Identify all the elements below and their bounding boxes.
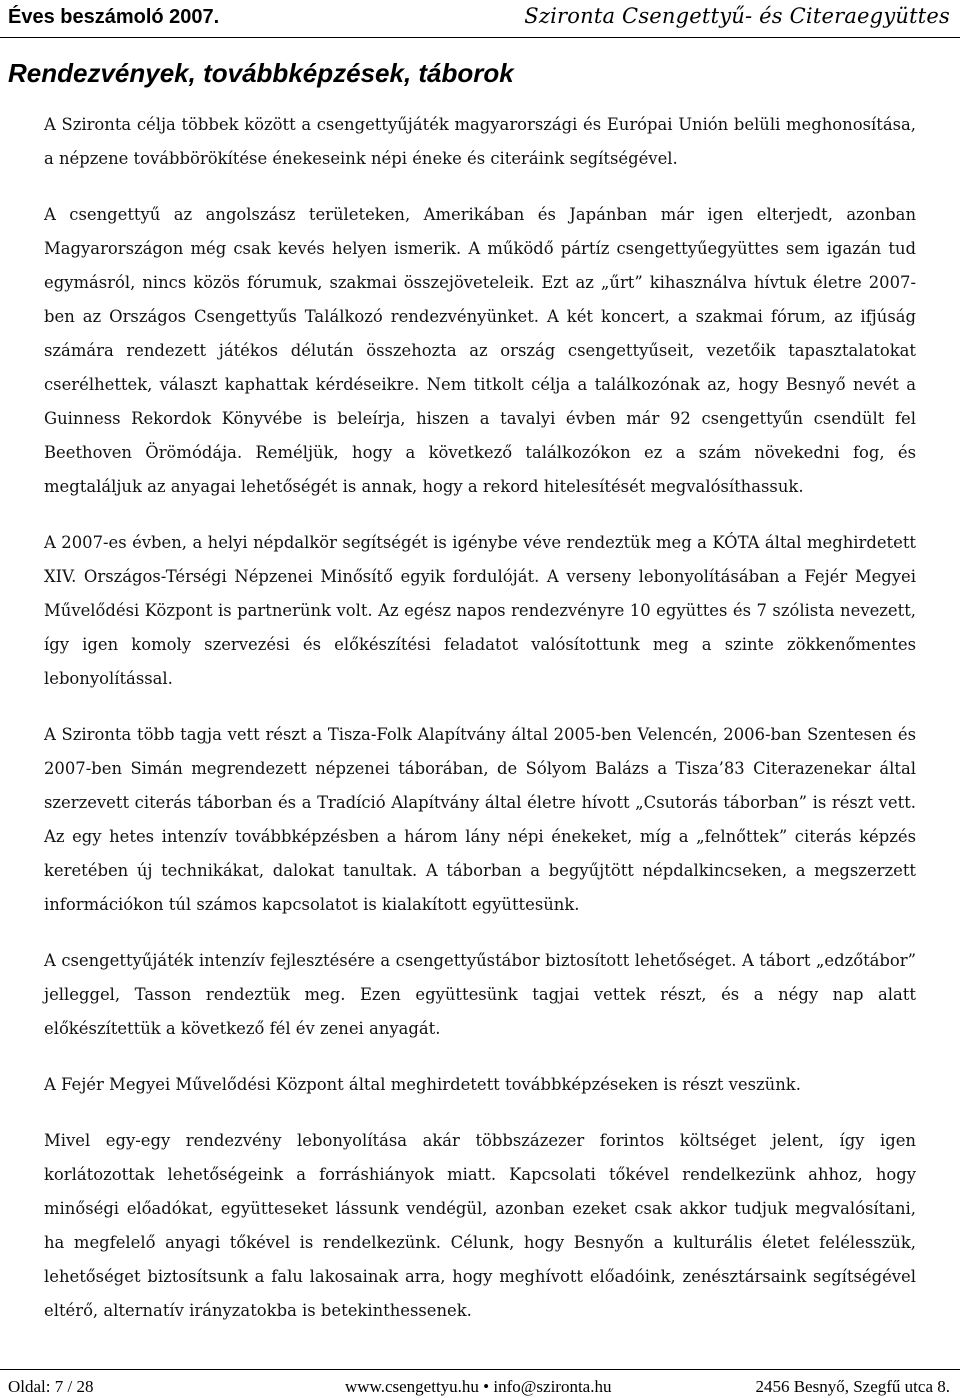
paragraph: A csengettyűjáték intenzív fejlesztésére a csengettyűstábor biztosított lehetőséget. A tábort „edzőtábor” jelleggel, Tasson rendeztük meg. Ezen együttesünk tagjai vettek részt, és a négy nap alatt előkészítettük a következő fél év zenei anyagát.	[44, 951, 916, 1038]
postal-address: 2456 Besnyő, Szegfű utca 8.	[755, 1377, 950, 1396]
paragraph: A Szironta több tagja vett részt a Tisza-Folk Alapítvány által 2005-ben Velencén, 2006-ban Szentesen és 2007-ben Simán megrendezett népzenei táborában, de Sólyom Balázs a Tisza’83 Citerazenekar által szerzevett citerás táborban és a Tradíció Alapítvány által életre hívott „Csutorás táborban” is részt vett. Az egy hetes intenzív továbbképzésben a három lány népi énekeket, míg a „felnőttek” citerás képzés keretében új technikákat, dalokat tanultak. A táborban a begyűjtött népdalkincseken, a megszerzett információkon túl számos kapcsolatot is kialakított együttesünk.	[44, 725, 916, 914]
ensemble-name: Szironta Csengettyű- és Citeraegyüttes	[524, 4, 950, 28]
page-header	[0, 0, 960, 40]
header-divider	[0, 37, 960, 38]
paragraph: Mivel egy-egy rendezvény lebonyolítása akár többszázezer forintos költséget jelent, így igen korlátozottak lehetőségeink a forráshiányok miatt. Kapcsolati tőkével rendelkezünk ahhoz, hogy minőségi előadókat, együtteseket lássunk vendégül, azonban ezeket csak akkor tudjuk megvalósítani, ha megfelelő anyagi tőkével is rendelkezünk. Célunk, hogy Besnyőn a kulturális életet felélesszük, lehetőséget biztosítsunk a falu lakosainak arra, hogy meghívott előadóink, zenésztársaink segítségével eltérő, alternatív irányzatokba is betekinthessenek.	[44, 1131, 916, 1320]
paragraph: A Szironta célja többek között a csengettyűjáték magyarországi és Európai Unión belüli meghonosítása, a népzene továbbörökítése énekeseink népi éneke és citeráink segítségével.	[44, 115, 916, 168]
section-title: Rendezvények, továbbképzések, táborok	[8, 58, 514, 88]
footer-divider	[0, 1369, 960, 1370]
contact-info: www.csengettyu.hu • info@szironta.hu	[345, 1377, 612, 1396]
paragraph: A csengettyű az angolszász területeken, Amerikában és Japánban már igen elterjedt, azonban Magyarországon még csak kevés helyen ismerik. A működő pártíz csengettyűegyüttes sem igazán tud egymásról, nincs közös fórumuk, szakmai összejöveteleik. Ezt az „űrt” kihasználva hívtuk életre 2007-ben az Országos Csengettyűs Találkozó rendezvényünket. A két koncert, a szakmai fórum, az ifjúság számára rendezett játékos délután összehozta az ország csengettyűseit, vezetőik tapasztalatokat cserélhettek, választ kaphattak kérdéseikre. Nem titkolt célja a találkozónak az, hogy Besnyő nevét a Guinness Rekordok Könyvébe is beleírja, hiszen a tavalyi évben már 92 csengettyűn csendült fel Beethoven Örömódája. Reméljük, hogy a következő találkozókon ez a szám növekedni fog, és megtaláljuk az anyagai lehetőségét is annak, hogy a rekord hitelesítését megvalósíthassuk.	[44, 205, 916, 496]
report-title: Éves beszámoló 2007.	[8, 6, 220, 28]
paragraph: A Fejér Megyei Művelődési Központ által meghirdetett továbbképzéseken is részt veszünk.	[44, 1075, 801, 1094]
page-footer	[0, 1373, 960, 1397]
body-text	[44, 108, 916, 1350]
paragraph: A 2007-es évben, a helyi népdalkör segítségét is igénybe véve rendeztük meg a KÓTA által meghirdetett XIV. Országos-Térségi Népzenei Minősítő egyik fordulóját. A verseny lebonyolításában a Fejér Megyei Művelődési Központ is partnerünk volt. Az egész napos rendezvényre 10 együttes és 7 szólista nevezett, így igen komoly szervezési és előkészítési feladatot valósítottunk meg a szinte zökkenőmentes lebonyolítással.	[44, 533, 916, 688]
page-number: Oldal: 7 / 28	[8, 1377, 94, 1396]
